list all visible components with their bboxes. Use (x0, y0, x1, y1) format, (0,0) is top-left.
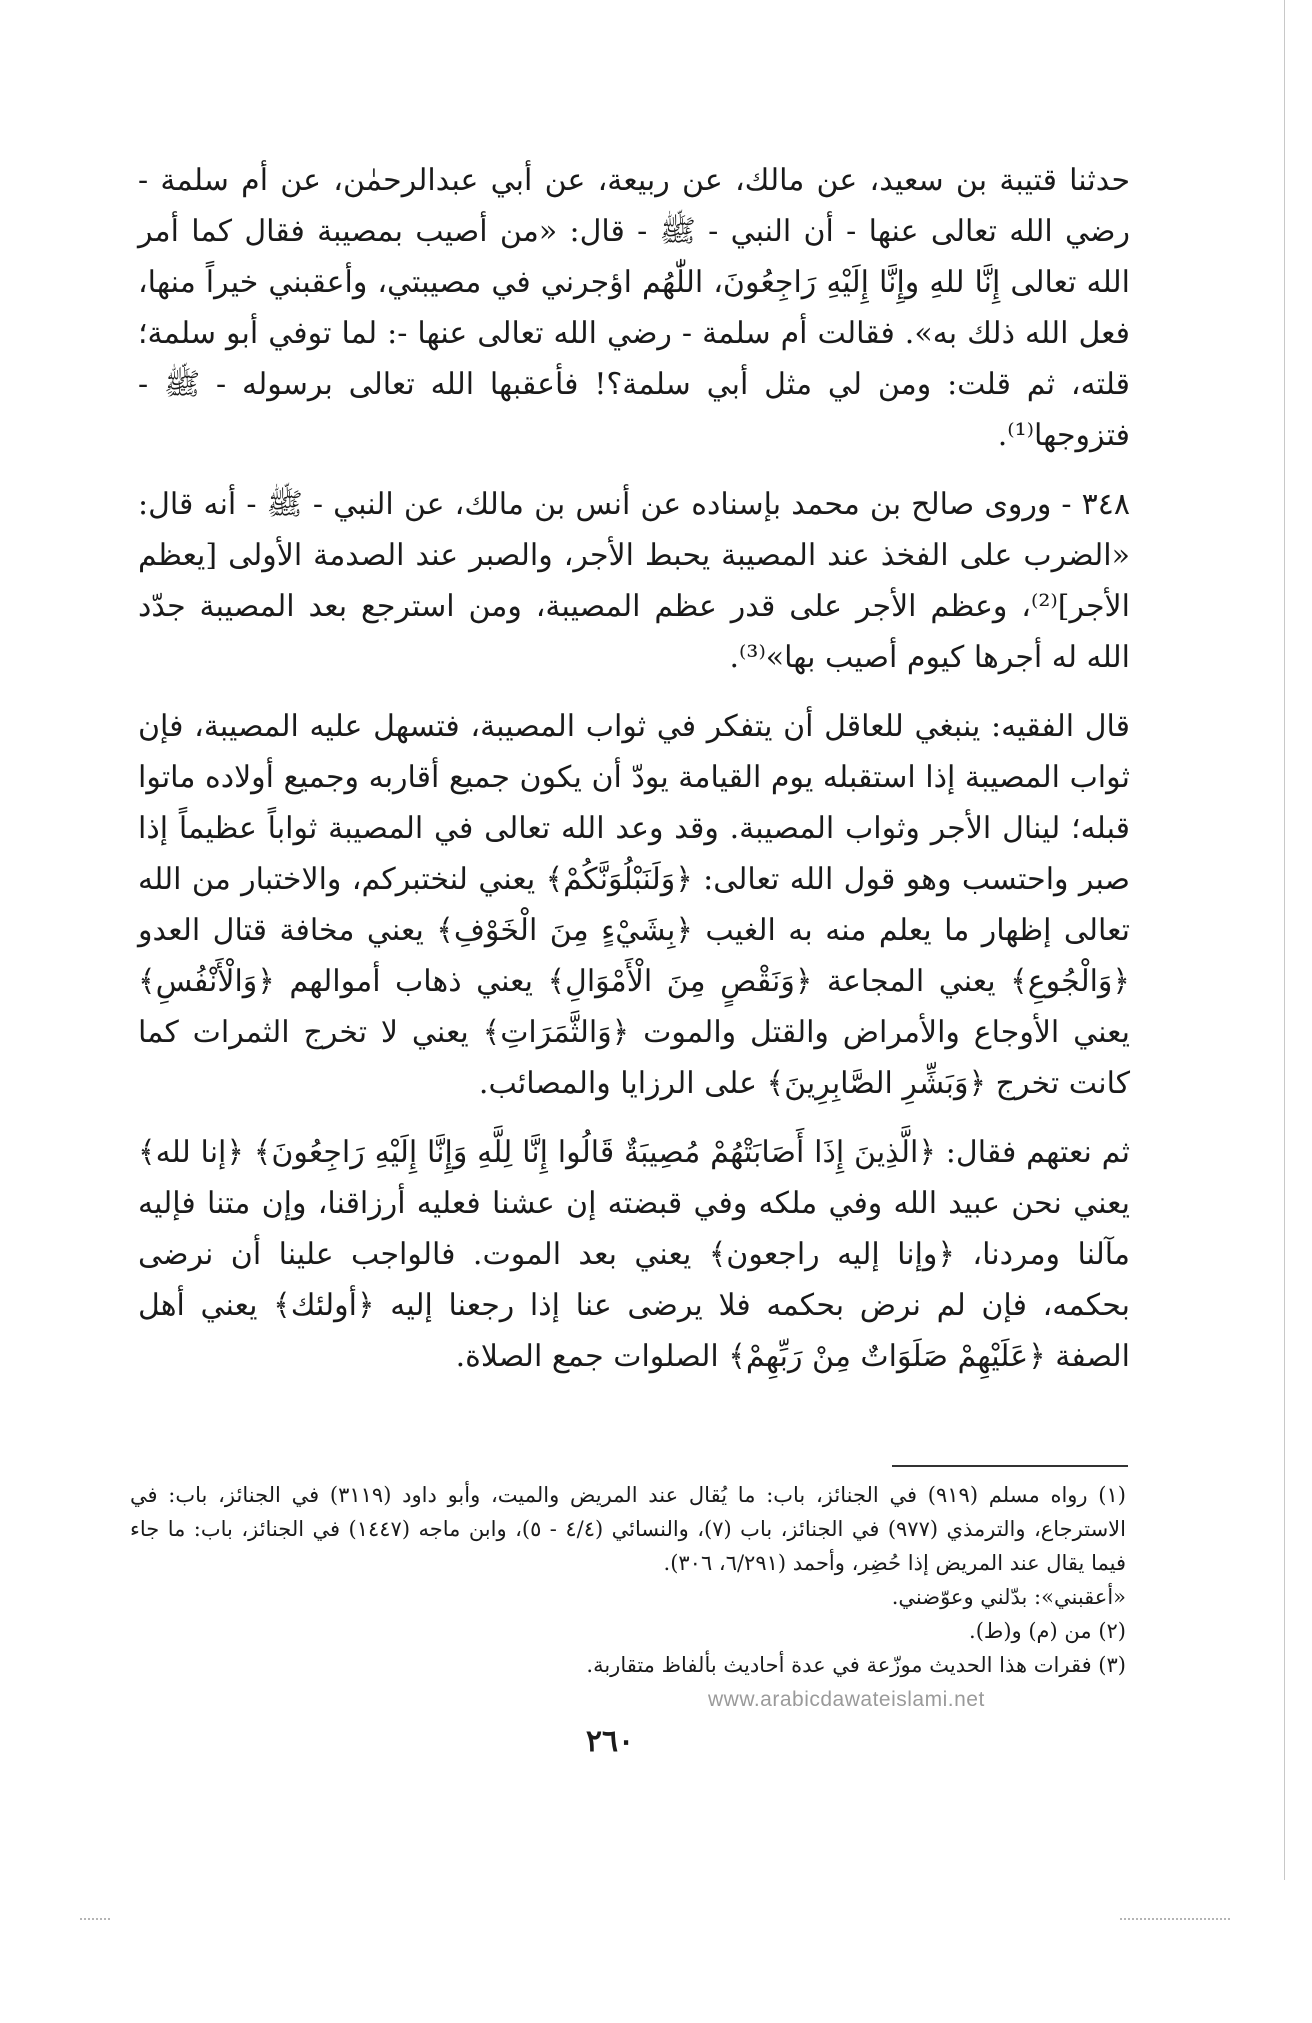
paragraph-hadith-umm-salama: حدثنا قتيبة بن سعيد، عن مالك، عن ربيعة، عن أبي عبدالرحمٰن، عن أم سلمة - رضي الله تعالى عنها - أن النبي - ﷺ - قال: «من أصيب بمصيبة فقال كما أمر الله تعالى إِنَّا للهِ وإِنَّا إِلَيْهِ رَاجِعُونَ، اللّٰهُم اؤجرني في مصيبتي، وأعقبني خيراً منها، فعل الله ذلك به». فقالت أم سلمة - رضي الله تعالى عنها -: لما توفي أبو سلمة؛ قلته، ثم قلت: ومن لي مثل أبي سلمة؟! فأعقبها الله تعالى برسوله - ﷺ - فتزوجها⁽¹⁾. (138, 163, 1131, 453)
watermark-url: www.arabicdawateislami.net (708, 1688, 985, 1711)
footnote-2: (٢) من (م) و(ط). (969, 1619, 1126, 1643)
paragraph-hadith-348: ٣٤٨ - وروى صالح بن محمد بإسناده عن أنس بن مالك، عن النبي - ﷺ - أنه قال: «الضرب على الفخذ عند المصيبة يحبط الأجر، والصبر عند الصدمة الأولى [يعظم الأجر]⁽²⁾، وعظم الأجر على قدر عظم المصيبة، ومن استرجع بعد المصيبة جدّد الله له أجرها كيوم أصيب بها»⁽³⁾. (138, 487, 1130, 675)
page-margin-line (1284, 0, 1285, 1880)
page-number: ٢٦٠ (585, 1724, 635, 1759)
footnote-3: (٣) فقرات هذا الحديث موزّعة في عدة أحاديث بألفاظ متقاربة. (586, 1653, 1126, 1677)
paragraph-quran-commentary: ثم نعتهم فقال: ﴿الَّذِينَ إِذَا أَصَابَتْهُمْ مُصِيبَةٌ قَالُوا إِنَّا لِلَّهِ وَإِنَّا إِلَيْهِ رَاجِعُونَ﴾ ﴿إنا لله﴾ يعني نحن عبيد الله وفي ملكه وفي قبضته إن عشنا فعليه أرزاقنا، وإن متنا فإليه مآلنا ومردنا، ﴿وإنا إليه راجعون﴾ يعني بعد الموت. فالواجب علينا أن نرضى بحكمه، فإن لم نرض بحكمه فلا يرضى عنا إذا رجعنا إليه ﴿أولئك﴾ يعني أهل الصفة ﴿عَلَيْهِمْ صَلَوَاتٌ مِنْ رَبِّهِمْ﴾ الصلوات جمع الصلاة. (138, 1135, 1130, 1374)
footnote-separator (892, 1465, 1128, 1467)
scan-artifact-right (1120, 1918, 1230, 1922)
paragraph-faqih-commentary: قال الفقيه: ينبغي للعاقل أن يتفكر في ثواب المصيبة، فتسهل عليه المصيبة، فإن ثواب المصيبة إذا استقبله يوم القيامة يودّ أن يكون جميع أقاربه وجميع أولاده ماتوا قبله؛ لينال الأجر وثواب المصيبة. وقد وعد الله تعالى في المصيبة ثواباً عظيماً إذا صبر واحتسب وهو قول الله تعالى: ﴿وَلَنَبْلُوَنَّكُمْ﴾ يعني لنختبركم، والاختبار من الله تعالى إظهار ما يعلم منه به الغيب ﴿بِشَيْءٍ مِنَ الْخَوْفِ﴾ يعني مخافة قتال العدو ﴿وَالْجُوعِ﴾ يعني المجاعة ﴿وَنَقْصٍ مِنَ الْأَمْوَالِ﴾ يعني ذهاب أموالهم ﴿وَالْأَنْفُسِ﴾ يعني الأوجاع والأمراض والقتل والموت ﴿وَالثَّمَرَاتِ﴾ يعني لا تخرج الثمرات كما كانت تخرج ﴿وَبَشِّرِ الصَّابِرِينَ﴾ على الرزايا والمصائب. (138, 709, 1130, 1101)
footnote-1-gloss: «أعقبني»: بدّلني وعوّضني. (891, 1585, 1126, 1609)
main-text (138, 155, 1130, 1400)
scan-artifact-left (80, 1918, 110, 1922)
footnotes (130, 1478, 1126, 1682)
footnote-1: (١) رواه مسلم (٩١٩) في الجنائز، باب: ما يُقال عند المريض والميت، وأبو داود (٣١١٩) في الجنائز، باب: في الاسترجاع، والترمذي (٩٧٧) في الجنائز، باب (٧)، والنسائي (٤/٤ - ٥)، وابن ماجه (١٤٤٧) في الجنائز، باب: ما جاء فيما يقال عند المريض إذا حُضِر، وأحمد (٦/٢٩١، ٣٠٦). (130, 1483, 1126, 1575)
